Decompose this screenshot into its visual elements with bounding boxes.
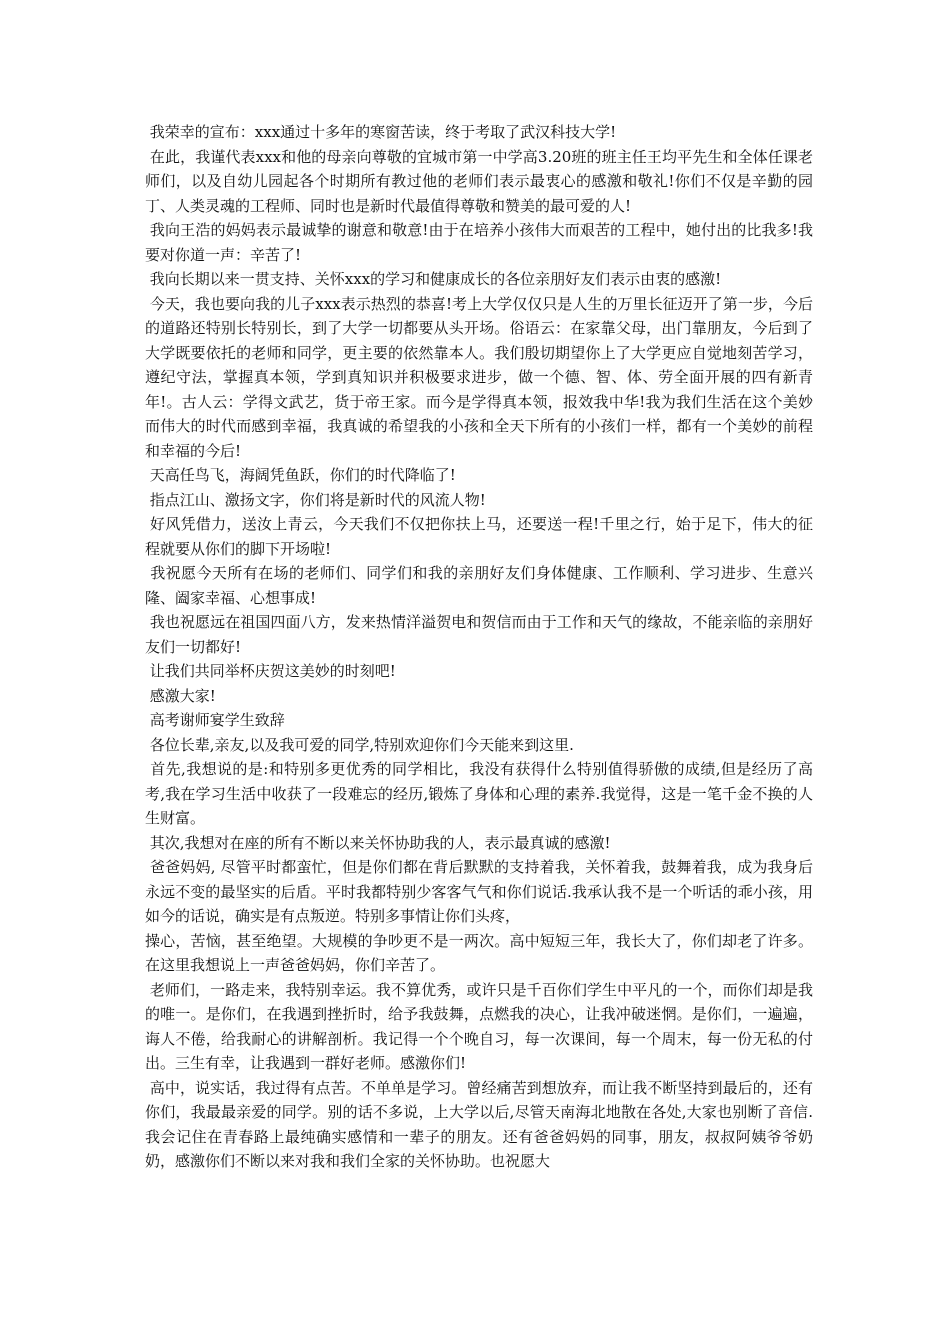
paragraph-teachers: 老师们，一路走来，我特别幸运。我不算优秀，或许只是千百你们学生中平凡的一个，而你们却是我的唯一。是你们，在我遇到挫折时，给予我鼓舞，点燃我的决心，让我冲破迷惘。是你们，一遍遍，诲人不倦，给我耐心的讲解剖析。我记得一个个晚自习，每一次课间，每一个周末，每一份无私的付出。三生有幸，让我遇到一群好老师。感激你们!: [145, 980, 813, 1072]
section-heading-student-speech: 高考谢师宴学生致辞: [145, 711, 285, 729]
document-body: [145, 120, 813, 1174]
paragraph-thanks-relatives: 我向长期以来一贯支持、关怀xxx的学习和健康成长的各位亲朋好友们表示由衷的感激!: [145, 270, 722, 288]
paragraph-sky-is-limit: 天高任鸟飞，海阔凭鱼跃，你们的时代降临了!: [145, 466, 456, 484]
paragraph-thanks-teachers: 在此，我谨代表xxx和他的母亲向尊敬的宜城市第一中学高3.20班的班主任王均平先生和全体任课老师们，以及自幼儿园起各个时期所有教过他的老师们表示最衷心的感激和敬礼!你们不仅是辛勤的园丁、人类灵魂的工程师、同时也是新时代最值得尊敬和赞美的最可爱的人!: [145, 147, 813, 215]
paragraph-toast: 让我们共同举杯庆贺这美妙的时刻吧!: [145, 662, 396, 680]
paragraph-announcement: 我荣幸的宣布：xxx通过十多年的寒窗苦读，终于考取了武汉科技大学!: [145, 123, 617, 141]
paragraph-thank-all: 感激大家!: [145, 686, 216, 705]
paragraph-parents: 爸爸妈妈, 尽管平时都蛮忙，但是你们都在背后默默的支持着我，关怀着我，鼓舞着我，成为我身后永远不变的最坚实的后盾。平时我都特别少客客气气和你们说话.我承认我不是一个听话的乖小孩，用如今的话说，确实是有点叛逆。特别多事情让你们头疼， 操心，苦恼，甚至绝望。大规模的争吵更不是一两次。高中短短三年，我长大了，你们却老了许多。在这里我想说上一声爸爸妈妈，你们辛苦了。: [145, 858, 813, 974]
paragraph-congratulate-son: 今天，我也要向我的儿子xxx表示热烈的恭喜!考上大学仅仅只是人生的万里长征迈开了第一步，今后的道路还特别长特别长，到了大学一切都要从头开场。俗语云：在家靠父母，出门靠朋友，今后到了大学既要依托的老师和同学，更主要的依然靠本人。我们殷切期望你上了大学更应自觉地刻苦学习，遵纪守法，掌握真本领，学到真知识并积极要求进步，做一个德、智、体、劳全面开展的四有新青年!。古人云：学得文武艺，货于帝王家。而今是学得真本领，报效我中华!我为我们生活在这个美妙而伟大的时代而感到幸福，我真诚的希望我的小孩和全天下所有的小孩们一样，都有一个美妙的前程和幸福的今后!: [145, 294, 813, 460]
paragraph-second: 其次,我想对在座的所有不断以来关怀协助我的人，表示最真诚的感激!: [145, 833, 611, 852]
paragraph-classmates: 高中，说实话，我过得有点苦。不单单是学习。曾经痛苦到想放弃，而让我不断坚持到最后的，还有你们，我最最亲爱的同学。别的话不多说，上大学以后,尽管天南海北地散在各处,大家也别断了音信.我会记住在青春路上最纯确实感情和一辈子的朋友。还有爸爸妈妈的同事，朋友，叔叔阿姨爷爷奶奶，感激你们不断以来对我和我们全家的关怀协助。也祝愿大: [145, 1078, 813, 1170]
paragraph-welcome: 各位长辈,亲友,以及我可爱的同学,特别欢迎你们今天能来到这里.: [145, 735, 574, 754]
paragraph-new-era: 指点江山、激扬文字，你们将是新时代的风流人物!: [145, 490, 486, 509]
paragraph-blessing-guests: 我祝愿今天所有在场的老师们、同学们和我的亲朋好友们身体健康、工作顺利、学习进步、生意兴隆、阖家幸福、心想事成!: [145, 564, 813, 607]
paragraph-blessing-absent: 我也祝愿远在祖国四面八方，发来热情洋溢贺电和贺信而由于工作和天气的缘故，不能亲临的亲朋好友们一切都好!: [145, 613, 813, 656]
paragraph-journey: 好风凭借力，送汝上青云，今天我们不仅把你扶上马，还要送一程!千里之行，始于足下，伟大的征程就要从你们的脚下开场啦!: [145, 515, 813, 558]
paragraph-first: 首先,我想说的是:和特别多更优秀的同学相比，我没有获得什么特别值得骄傲的成绩,但是经历了高考,我在学习生活中收获了一段难忘的经历,锻炼了身体和心理的素养.我觉得，这是一笔千金不换的人生财富。: [145, 760, 813, 827]
paragraph-thanks-mother: 我向王浩的妈妈表示最诚挚的谢意和敬意!由于在培养小孩伟大而艰苦的工程中，她付出的比我多!我要对你道一声：辛苦了!: [145, 221, 813, 264]
